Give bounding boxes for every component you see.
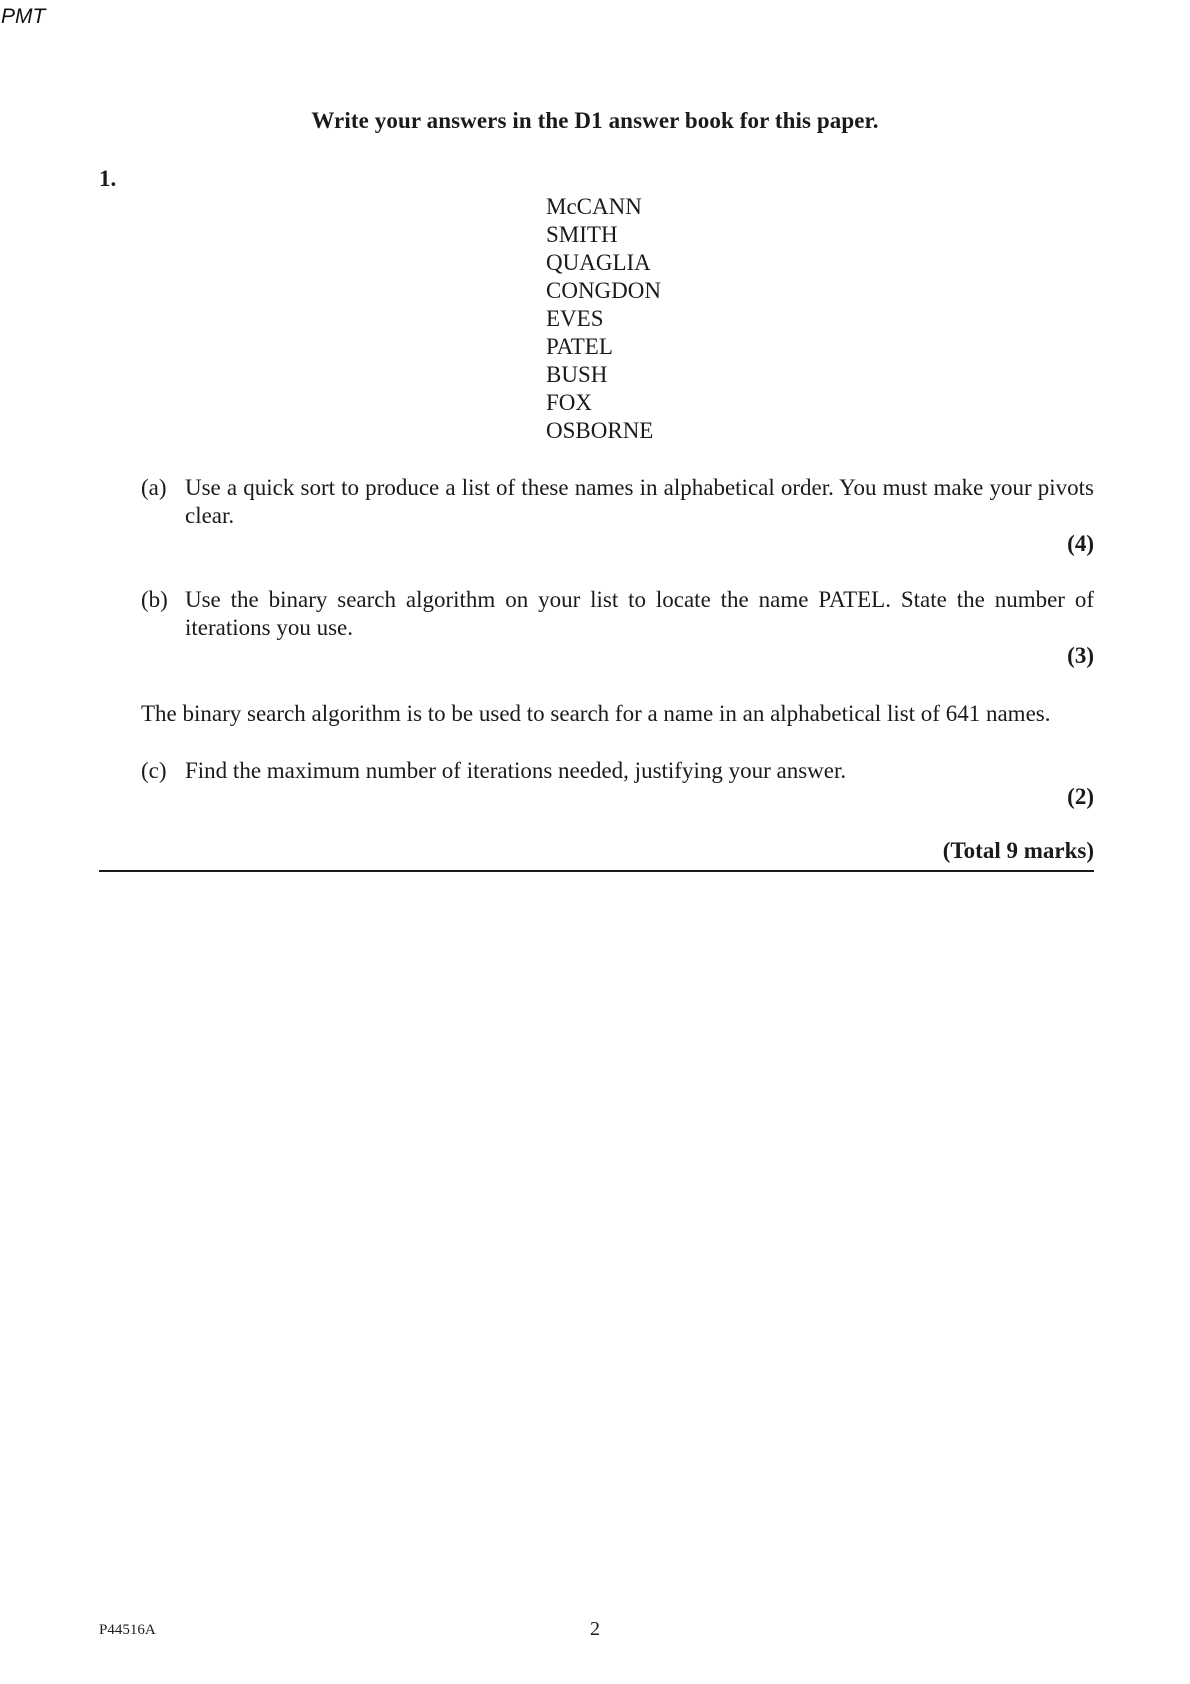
part-c-label: (c)	[141, 758, 167, 783]
part-a-label: (a)	[141, 475, 167, 500]
part-c	[141, 757, 1094, 785]
part-a-text: Use a quick sort to produce a list of these names in alphabetical order. You must make your pivots clear.	[185, 475, 1094, 528]
question-number: 1.	[99, 166, 117, 191]
part-a-marks: (4)	[1067, 531, 1094, 556]
list-item: PATEL	[546, 334, 613, 359]
list-item: SMITH	[546, 222, 618, 247]
list-item: CONGDON	[546, 278, 661, 303]
watermark-text: PMT	[1, 5, 46, 28]
part-b-marks: (3)	[1067, 643, 1094, 668]
names-list	[546, 193, 661, 445]
part-b	[141, 586, 1094, 642]
total-rule	[99, 838, 1094, 872]
part-b-label: (b)	[141, 587, 168, 612]
page-number: 2	[590, 1618, 600, 1640]
part-b-text: Use the binary search algorithm on your list to locate the name PATEL. State the number of iterations you use.	[185, 587, 1094, 640]
paper-code: P44516A	[99, 1622, 156, 1638]
total-marks: (Total 9 marks)	[942, 838, 1094, 863]
part-c-marks: (2)	[1067, 784, 1094, 809]
part-a	[141, 474, 1094, 530]
list-item: BUSH	[546, 362, 608, 387]
list-item: EVES	[546, 306, 604, 331]
page-instruction: Write your answers in the D1 answer book for this paper.	[311, 108, 879, 133]
list-item: McCANN	[546, 194, 642, 219]
list-item: OSBORNE	[546, 418, 654, 443]
question-stem: The binary search algorithm is to be used to search for a name in an alphabetical list of 641 names.	[141, 701, 1051, 726]
list-item: QUAGLIA	[546, 250, 651, 275]
list-item: FOX	[546, 390, 593, 415]
part-c-text: Find the maximum number of iterations needed, justifying your answer.	[185, 758, 847, 783]
